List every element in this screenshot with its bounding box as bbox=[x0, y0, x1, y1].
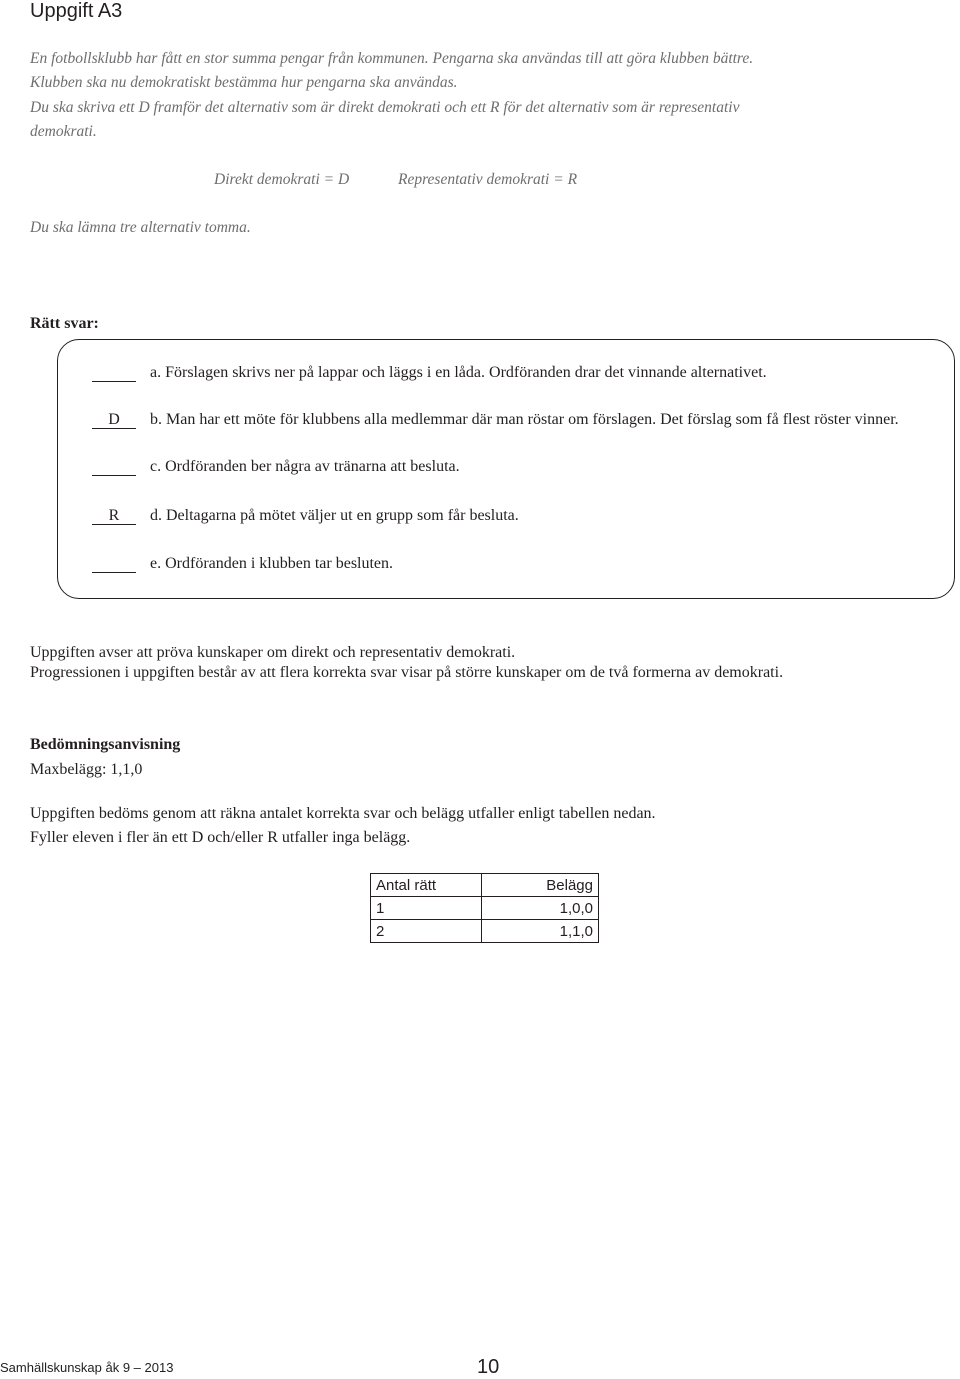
alternative-d: d. Deltagarna på mötet väljer ut en grupp som får besluta. bbox=[150, 507, 519, 524]
intro-line: Klubben ska nu demokratiskt bestämma hur pengarna ska användas. bbox=[30, 74, 458, 91]
correct-answer-heading: Rätt svar: bbox=[30, 315, 99, 332]
answer-blank[interactable] bbox=[90, 555, 138, 578]
table-cell: 1,1,0 bbox=[482, 920, 599, 943]
legend-direct: Direkt demokrati = D bbox=[214, 171, 350, 188]
purpose-line: Progressionen i uppgiften består av att flera korrekta svar visar på större kunskaper om de två formerna av demokrati. bbox=[30, 664, 784, 681]
grading-table bbox=[370, 873, 599, 943]
intro-line: En fotbollsklubb har fått en stor summa pengar från kommunen. Pengarna ska användas till att göra klubben bättre. bbox=[30, 50, 754, 67]
answer-blank[interactable] bbox=[90, 364, 138, 387]
legend-representative: Representativ demokrati = R bbox=[398, 171, 578, 188]
purpose-line: Uppgiften avser att pröva kunskaper om direkt och representativ demokrati. bbox=[30, 644, 516, 661]
table-cell: 1,0,0 bbox=[482, 897, 599, 920]
assessment-rule: Uppgiften bedöms genom att räkna antalet korrekta svar och belägg utfaller enligt tabellen nedan. bbox=[30, 805, 656, 822]
table-header: Antal rätt bbox=[371, 874, 482, 897]
page-number: 10 bbox=[477, 1356, 500, 1378]
table-row bbox=[371, 920, 599, 943]
intro-line: demokrati. bbox=[30, 123, 97, 140]
table-cell: 2 bbox=[371, 920, 482, 943]
assessment-heading: Bedömningsanvisning bbox=[30, 736, 181, 753]
footer-subject: Samhällskunskap åk 9 – 2013 bbox=[0, 1360, 174, 1375]
table-header: Belägg bbox=[482, 874, 599, 897]
answer-blank[interactable] bbox=[90, 458, 138, 481]
table-cell: 1 bbox=[371, 897, 482, 920]
table-header-row bbox=[371, 874, 599, 897]
assessment-rule: Fyller eleven i fler än ett D och/eller R utfaller inga belägg. bbox=[30, 829, 411, 846]
intro-line: Du ska skriva ett D framför det alternativ som är direkt demokrati och ett R för det alternativ som är representativ bbox=[30, 99, 740, 116]
page-title: Uppgift A3 bbox=[30, 0, 123, 22]
alternative-e: e. Ordföranden i klubben tar besluten. bbox=[150, 555, 394, 572]
answer-blank[interactable]: R bbox=[90, 507, 138, 525]
table-row bbox=[371, 897, 599, 920]
leave-blank-note: Du ska lämna tre alternativ tomma. bbox=[30, 219, 251, 236]
alternative-a: a. Förslagen skrivs ner på lappar och läggs i en låda. Ordföranden drar det vinnande alternativet. bbox=[150, 364, 767, 381]
alternative-c: c. Ordföranden ber några av tränarna att besluta. bbox=[150, 458, 460, 475]
alternative-b: b. Man har ett möte för klubbens alla medlemmar där man röstar om förslagen. Det förslag som få flest röster vinner. bbox=[150, 411, 899, 428]
answer-blank[interactable]: D bbox=[90, 411, 138, 429]
max-evidence: Maxbelägg: 1,1,0 bbox=[30, 761, 143, 778]
